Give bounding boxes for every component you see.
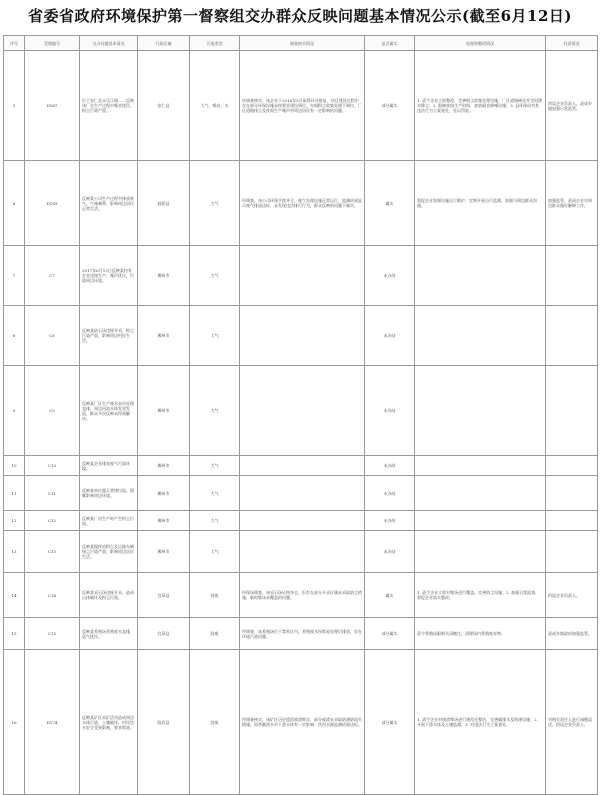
col-header: 受理编号 [25,36,80,51]
cell-serial: 10 [4,456,25,476]
cell-type: 大气 [190,306,240,366]
cell-handling [415,246,546,306]
cell-serial: 16 [4,650,25,795]
cell-handling: 1. 责令企业对废渣堆场进行规范化整治，完善截排水及防渗设施；2. 开展下游水体及土壤监测；3. 对违法行为立案查处。 [415,650,546,795]
complaint-table [3,35,598,795]
cell-serial: 8 [4,306,25,366]
cell-region: 郴州市 [138,306,190,366]
cell-truth: 未办结 [365,366,415,456]
cell-type: 固废 [190,650,240,795]
table-row [4,161,598,246]
cell-type: 大气 [190,476,240,511]
cell-handling [415,511,546,531]
col-header: 序号 [4,36,25,51]
cell-region: 安仁县 [138,51,190,161]
cell-type: 大气、噪音、水 [190,51,240,161]
cell-serial: 15 [4,618,25,650]
cell-type: 固废 [190,573,240,618]
table-row [4,618,598,650]
table-row [4,456,598,476]
table-row [4,51,598,161]
col-header: 交办问题基本情况 [80,36,138,51]
cell-survey [240,456,365,476]
cell-truth: 未办结 [365,456,415,476]
cell-survey: 经调查，该养殖场位于禁养区内，养殖废水经简易处理后排放，存在环境污染问题。 [240,618,365,650]
cell-type: 大气 [190,456,240,476]
cell-id: C12 [25,511,80,531]
cell-handling [415,476,546,511]
cell-serial: 13 [4,531,25,573]
cell-truth: 部分属实 [365,51,415,161]
cell-truth: 未办结 [365,531,415,573]
cell-survey [240,366,365,456]
cell-id: C9 [25,366,80,456]
cell-survey: 经现场调查，该采石场证照齐全，但存在部分开采区域未采取防尘措施、临时堆场未覆盖的问题。 [240,573,365,618]
table-row [4,306,598,366]
cell-account: 责成乡镇政府加强监管。 [546,618,598,650]
col-header: 污染类型 [190,36,240,51]
cell-account: 对相关责任人进行诫勉谈话，约谈企业负责人。 [546,650,598,795]
table-row [4,650,598,795]
cell-region: 郴州市 [138,366,190,456]
cell-truth: 未办结 [365,511,415,531]
cell-id: D167 [25,51,80,161]
cell-handling: 1. 责令企业立即对堆场进行覆盖，完善防尘设施；2. 加强日常巡查，督促企业落实整改。 [415,573,546,618]
table-row [4,246,598,306]
cell-handling [415,531,546,573]
cell-region: 郴州市 [138,456,190,476]
cell-handling [415,306,546,366]
cell-serial: 11 [4,476,25,511]
cell-handling [415,456,546,476]
cell-survey: 经调查核实，该企业于2016年5月取得环评批复，项目建设过程中存在部分环保设施未按要求建设到位、车间粉尘收集处理不到位、厂区道路扬尘及夜间生产噪声对周边居民有一定影响的问题。 [240,51,365,161]
table-row [4,511,598,531]
cell-truth: 未办结 [365,306,415,366]
cell-issue: 位于安仁县永乐江镇……反映该厂在生产过程中噪音扰民、粉尘污染严重。 [80,51,138,161]
cell-account [546,306,598,366]
cell-issue: 反映某企业排放废气污染环境。 [80,456,138,476]
page-title: 省委省政府环境保护第一督察组交办群众反映问题基本情况公示(截至6月12日) [27,7,572,25]
cell-issue: 反映某搅拌站粉尘及运输车辆扬尘污染严重，影响周边居民生活。 [80,531,138,573]
cell-account: 加强监管，责成企业对周边群众做好解释工作。 [546,161,598,246]
cell-survey [240,246,365,306]
cell-truth: 属实 [365,161,415,246]
cell-issue: 反映某矿区采矿活动造成周边水体污染、土壤破坏，村民饮水安全受到影响，要求彻查。 [80,650,138,795]
table-row [4,366,598,456]
cell-issue: 反映某厂区生产废水未经处理直排，周边河流水体发黑发臭，群众多次反映未得到解决。 [80,366,138,456]
table-row [4,476,598,511]
cell-account [546,531,598,573]
cell-region: 郴州市 [138,531,190,573]
cell-id: D169 [25,161,80,246]
cell-survey: 经调查，该公司环保手续齐全，废气处理设施正常运行，监测结果显示废气排放达标，未发现违法排污行为，群众反映的问题不属实。 [240,161,365,246]
cell-serial: 5 [4,51,25,161]
cell-serial: 12 [4,511,25,531]
cell-id: C14 [25,573,80,618]
cell-region: 桂阳县 [138,161,190,246]
cell-serial: 7 [4,246,25,306]
cell-id: C7 [25,246,80,306]
table-row [4,573,598,618]
cell-account [546,476,598,511]
cell-serial: 14 [4,573,25,618]
cell-serial: 6 [4,161,25,246]
cell-handling: 督促企业加强设施运行维护，定期开展自行监测，加强与周边群众沟通。 [415,161,546,246]
cell-serial: 9 [4,366,25,456]
cell-survey: 经调查核实，该矿区历史遗留废渣堆存，部分废渣未采取防渗防流失措施，雨季淋溶水对下游水体有一定影响；饮用水源监测结果达标。 [240,650,365,795]
cell-type: 大气 [190,531,240,573]
cell-survey [240,511,365,531]
cell-region: 宜章县 [138,573,190,618]
cell-issue: 2017年6月13日反映某村有企业违规生产，噪声扰民，污染周边环境。 [80,246,138,306]
cell-handling: 责令养殖场限期关闭搬迁，清理场内养殖废弃物。 [415,618,546,650]
cell-truth: 未办结 [365,246,415,306]
cell-survey [240,531,365,573]
cell-issue: 反映某养殖场养殖废水直排，臭气扰民。 [80,618,138,650]
cell-survey [240,306,365,366]
cell-region: 临武县 [138,650,190,795]
cell-account: 约谈企业负责人，责成乡镇加强日常监管。 [546,51,598,161]
cell-region: 郴州市 [138,511,190,531]
col-header: 处理和整改情况 [415,36,546,51]
cell-truth: 属实 [365,573,415,618]
table-header-row [4,36,598,51]
cell-account: 约谈企业负责人。 [546,573,598,618]
cell-id: C10 [25,456,80,476]
cell-issue: 反映某公司生产过程中排放废气，气味刺鼻，影响周边居民正常生活。 [80,161,138,246]
cell-type: 大气 [190,161,240,246]
cell-type: 大气 [190,511,240,531]
cell-account [546,246,598,306]
cell-id: C15 [25,618,80,650]
cell-id: C11 [25,476,80,511]
cell-issue: 反映某砂石场违规开采，粉尘污染严重，影响周边村民生活。 [80,306,138,366]
cell-issue: 反映某厂房生产时产生粉尘污染。 [80,511,138,531]
col-header: 问责情况 [546,36,598,51]
col-header: 调查核实情况 [240,36,365,51]
table-row [4,531,598,573]
cell-type: 固废 [190,618,240,650]
cell-type: 大气 [190,246,240,306]
cell-region: 郴州市 [138,476,190,511]
cell-id: D174 [25,650,80,795]
cell-account [546,366,598,456]
cell-issue: 反映某采石场违规开采，造成山体破坏及粉尘污染。 [80,573,138,618]
cell-account [546,511,598,531]
cell-truth: 部分属实 [365,650,415,795]
cell-truth: 部分属实 [365,618,415,650]
cell-region: 郴州市 [138,246,190,306]
cell-handling: 1. 责令企业立即整改，完善粉尘收集处理设施，厂区道路硬化并定时洒水降尘；2. 限制夜间生产时间，加装隔音降噪设施；3. 县环保局对其违法行为立案查处，处以罚款。 [415,51,546,161]
cell-issue: 反映某单位露天焚烧垃圾，烟雾影响周边环境。 [80,476,138,511]
cell-type: 大气 [190,366,240,456]
cell-survey [240,476,365,511]
cell-id: C8 [25,306,80,366]
cell-id: C13 [25,531,80,573]
cell-region: 宜章县 [138,618,190,650]
col-header: 是否属实 [365,36,415,51]
cell-truth: 未办结 [365,476,415,511]
cell-account [546,456,598,476]
cell-handling [415,366,546,456]
col-header: 行政区域 [138,36,190,51]
